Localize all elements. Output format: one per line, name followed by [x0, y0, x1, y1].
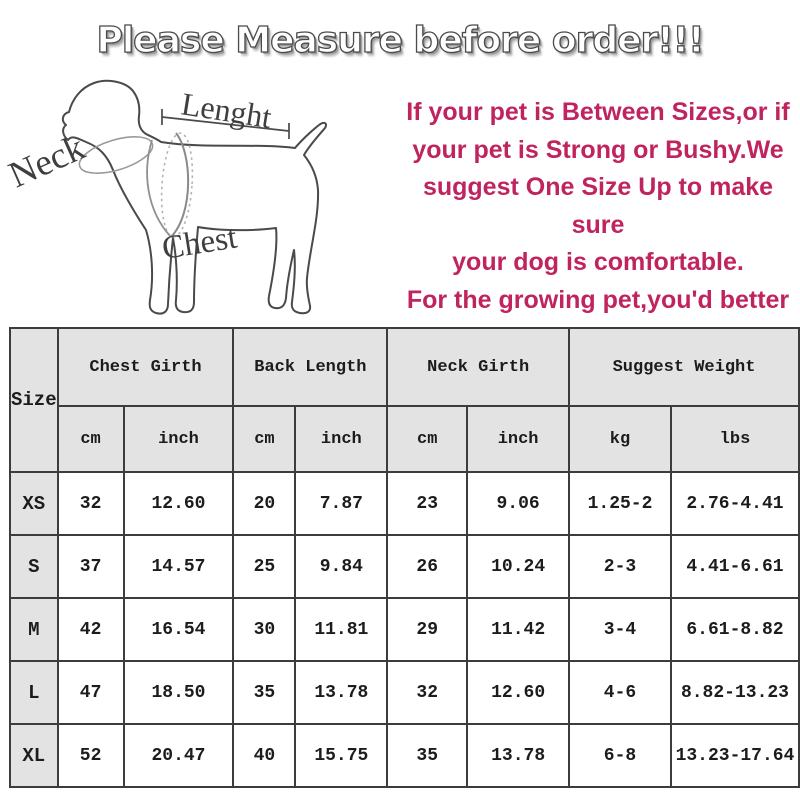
table-cell: 2.76-4.41 — [671, 472, 799, 535]
unit-header: inch — [295, 406, 387, 472]
chest-label: Chest — [159, 219, 240, 267]
size-cell: L — [10, 661, 58, 724]
table-row-xs — [10, 472, 799, 535]
dog-diagram-svg — [0, 78, 400, 320]
chest-girth-header: Chest Girth — [58, 328, 234, 406]
table-cell: 40 — [233, 724, 295, 787]
neck-label: Neck — [2, 127, 91, 197]
advice-line: suggest One Size Up to make sure — [422, 173, 774, 239]
table-cell: 35 — [387, 724, 467, 787]
neck-girth-header: Neck Girth — [387, 328, 569, 406]
table-cell: 13.78 — [295, 661, 387, 724]
size-column-header: Size — [10, 328, 58, 472]
table-cell: 52 — [58, 724, 124, 787]
table-cell: 15.75 — [295, 724, 387, 787]
size-cell: XS — [10, 472, 58, 535]
table-cell: 4-6 — [569, 661, 671, 724]
unit-header: inch — [467, 406, 569, 472]
table-cell: 26 — [387, 535, 467, 598]
table-cell: 6-8 — [569, 724, 671, 787]
advice-line: your pet is Strong or Bushy.We — [412, 135, 784, 164]
table-cell: 13.78 — [467, 724, 569, 787]
unit-header: cm — [233, 406, 295, 472]
table-cell: 4.41-6.61 — [671, 535, 799, 598]
length-label: Lenght — [178, 85, 275, 136]
advice-line: If your pet is Between Sizes,or if — [406, 98, 790, 126]
table-cell: 2-3 — [569, 535, 671, 598]
suggest-weight-header: Suggest Weight — [569, 328, 799, 406]
table-cell: 9.06 — [467, 472, 569, 535]
table-row-m — [10, 598, 799, 661]
table-cell: 30 — [233, 598, 295, 661]
table-cell: 23 — [387, 472, 467, 535]
size-chart-table — [9, 327, 800, 788]
dog-measurement-diagram — [0, 78, 400, 320]
size-cell: XL — [10, 724, 58, 787]
table-cell: 32 — [58, 472, 124, 535]
table-cell: 12.60 — [467, 661, 569, 724]
table-cell: 20.47 — [124, 724, 234, 787]
table-cell: 8.82-13.23 — [671, 661, 799, 724]
table-cell: 16.54 — [124, 598, 234, 661]
table-cell: 9.84 — [295, 535, 387, 598]
table-cell: 29 — [387, 598, 467, 661]
sizing-advice-text — [398, 94, 798, 357]
page-title: Please Measure before order!!! — [96, 20, 704, 61]
table-cell: 35 — [233, 661, 295, 724]
unit-header: inch — [124, 406, 234, 472]
table-row-l — [10, 661, 799, 724]
table-cell: 47 — [58, 661, 124, 724]
table-cell: 32 — [387, 661, 467, 724]
advice-line: For the growing pet,you'd better — [406, 285, 790, 314]
table-cell: 25 — [233, 535, 295, 598]
table-cell: 18.50 — [124, 661, 234, 724]
table-cell: 42 — [58, 598, 124, 661]
unit-header: cm — [58, 406, 124, 472]
table-cell: 7.87 — [295, 472, 387, 535]
unit-header: lbs — [671, 406, 799, 472]
table-cell: 10.24 — [467, 535, 569, 598]
table-cell: 12.60 — [124, 472, 234, 535]
table-row-s — [10, 535, 799, 598]
size-cell: M — [10, 598, 58, 661]
back-length-header: Back Length — [233, 328, 387, 406]
table-cell: 1.25-2 — [569, 472, 671, 535]
table-cell: 11.42 — [467, 598, 569, 661]
table-cell: 14.57 — [124, 535, 234, 598]
unit-header: cm — [387, 406, 467, 472]
table-cell: 37 — [58, 535, 124, 598]
table-cell: 3-4 — [569, 598, 671, 661]
table-cell: 13.23-17.64 — [671, 724, 799, 787]
size-cell: S — [10, 535, 58, 598]
table-cell: 6.61-8.82 — [671, 598, 799, 661]
advice-line: your dog is comfortable. — [452, 248, 744, 276]
unit-header: kg — [569, 406, 671, 472]
table-cell: 20 — [233, 472, 295, 535]
table-row-xl — [10, 724, 799, 787]
table-cell: 11.81 — [295, 598, 387, 661]
